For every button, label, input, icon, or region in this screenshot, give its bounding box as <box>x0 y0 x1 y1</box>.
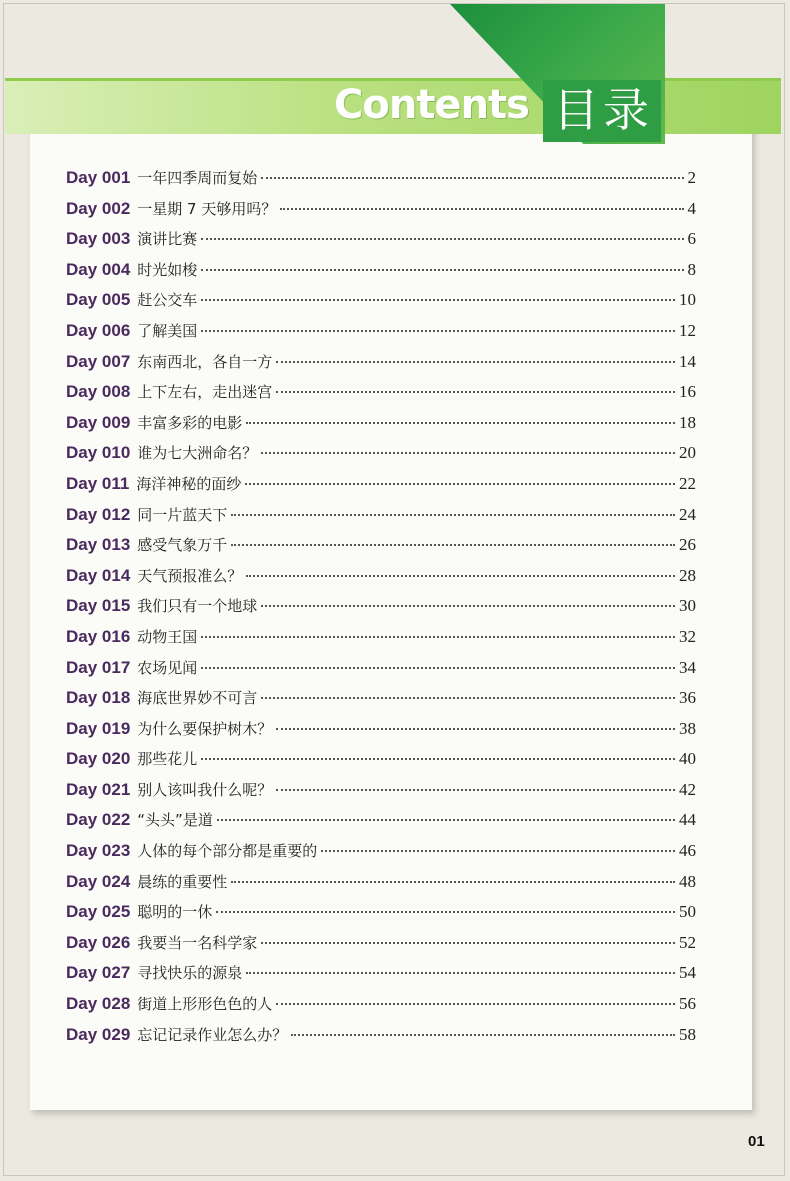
toc-day: Day 024 <box>66 871 131 891</box>
dot-leader <box>201 299 675 301</box>
toc-page-number: 52 <box>679 932 696 952</box>
toc-title: 聪明的一休 <box>137 903 213 922</box>
toc-day: Day 011 <box>66 473 130 493</box>
dot-leader <box>201 667 675 669</box>
dot-leader <box>201 269 683 271</box>
toc-day: Day 013 <box>66 535 131 555</box>
toc-day: Day 004 <box>66 259 131 279</box>
toc-title: 谁为七大洲命名？ <box>137 444 258 463</box>
toc-entry[interactable] <box>66 897 696 928</box>
toc-day: Day 022 <box>66 810 131 830</box>
dot-leader <box>261 177 683 179</box>
dot-leader <box>246 972 675 974</box>
header-title-en: Contents <box>334 82 529 128</box>
toc-page-number: 50 <box>679 902 696 922</box>
dot-leader <box>231 881 675 883</box>
toc-page-number: 18 <box>679 412 696 432</box>
toc-entry[interactable] <box>66 867 696 898</box>
toc-title: 演讲比赛 <box>137 230 198 249</box>
toc-page-number: 34 <box>679 657 696 677</box>
toc-title: 农场见闻 <box>137 658 198 677</box>
toc-title: 那些花儿 <box>137 750 198 769</box>
toc-page-number: 30 <box>679 596 696 616</box>
toc-page-number: 24 <box>679 504 696 524</box>
toc-day: Day 027 <box>66 963 131 983</box>
toc-title: 寻找快乐的源泉 <box>137 964 243 983</box>
dot-leader <box>321 850 675 852</box>
dot-leader <box>201 238 683 240</box>
toc-day: Day 023 <box>66 841 131 861</box>
table-of-contents <box>66 163 696 1050</box>
toc-title: 我要当一名科学家 <box>137 933 258 952</box>
toc-page-number: 14 <box>679 351 696 371</box>
dot-leader <box>246 422 675 424</box>
dot-leader <box>216 911 675 913</box>
toc-entry[interactable] <box>66 561 696 592</box>
toc-entry[interactable] <box>66 989 696 1020</box>
toc-title: 了解美国 <box>137 321 198 340</box>
toc-entry[interactable] <box>66 805 696 836</box>
toc-page-number: 28 <box>679 565 696 585</box>
toc-entry[interactable] <box>66 836 696 867</box>
toc-entry[interactable] <box>66 1020 696 1051</box>
toc-entry[interactable] <box>66 469 696 500</box>
toc-page-number: 12 <box>679 320 696 340</box>
toc-day: Day 021 <box>66 779 131 799</box>
toc-entry[interactable] <box>66 500 696 531</box>
dot-leader <box>246 575 675 577</box>
toc-entry[interactable] <box>66 377 696 408</box>
dot-leader <box>291 1034 675 1036</box>
toc-day: Day 010 <box>66 443 131 463</box>
toc-title: 感受气象万千 <box>137 536 228 555</box>
dot-leader <box>231 514 675 516</box>
toc-page-number: 36 <box>679 688 696 708</box>
dot-leader <box>261 697 675 699</box>
toc-title: 街道上形形色色的人 <box>137 995 273 1014</box>
toc-page-number: 44 <box>679 810 696 830</box>
toc-day: Day 029 <box>66 1024 131 1044</box>
toc-day: Day 005 <box>66 290 131 310</box>
dot-leader <box>261 452 675 454</box>
toc-entry[interactable] <box>66 194 696 225</box>
toc-day: Day 028 <box>66 994 131 1014</box>
toc-page-number: 58 <box>679 1024 696 1044</box>
toc-day: Day 026 <box>66 932 131 952</box>
dot-leader <box>261 605 675 607</box>
toc-page-number: 38 <box>679 718 696 738</box>
toc-page-number: 54 <box>679 963 696 983</box>
toc-entry[interactable] <box>66 744 696 775</box>
toc-day: Day 016 <box>66 626 131 646</box>
dot-leader <box>231 544 675 546</box>
toc-day: Day 017 <box>66 657 131 677</box>
toc-entry[interactable] <box>66 530 696 561</box>
dot-leader <box>201 758 675 760</box>
toc-title: “头头”是道 <box>137 811 213 830</box>
toc-page-number: 26 <box>679 535 696 555</box>
toc-entry[interactable] <box>66 591 696 622</box>
toc-title: 海洋神秘的面纱 <box>136 474 242 493</box>
toc-title: 一星期 7 天够用吗？ <box>137 199 277 218</box>
toc-day: Day 008 <box>66 382 131 402</box>
toc-page-number: 46 <box>679 841 696 861</box>
toc-page-number: 6 <box>687 229 696 249</box>
toc-title: 忘记记录作业怎么办？ <box>137 1025 288 1044</box>
dot-leader <box>261 942 675 944</box>
toc-page-number: 56 <box>679 994 696 1014</box>
toc-title: 动物王国 <box>137 627 198 646</box>
toc-title: 东南西北，各自一方 <box>137 352 273 371</box>
toc-day: Day 015 <box>66 596 131 616</box>
toc-entry[interactable] <box>66 958 696 989</box>
toc-page-number: 2 <box>687 168 696 187</box>
toc-day: Day 019 <box>66 718 131 738</box>
toc-title: 人体的每个部分都是重要的 <box>137 842 318 861</box>
toc-title: 赶公交车 <box>137 291 198 310</box>
toc-title: 丰富多彩的电影 <box>137 413 243 432</box>
dot-leader <box>217 819 675 821</box>
toc-entry[interactable] <box>66 622 696 653</box>
toc-page-number: 40 <box>679 749 696 769</box>
toc-day: Day 003 <box>66 229 131 249</box>
toc-entry[interactable] <box>66 928 696 959</box>
toc-entry[interactable] <box>66 224 696 255</box>
toc-page-number: 42 <box>679 779 696 799</box>
toc-day: Day 014 <box>66 565 131 585</box>
toc-entry[interactable] <box>66 438 696 469</box>
toc-day: Day 020 <box>66 749 131 769</box>
toc-page-number: 10 <box>679 290 696 310</box>
toc-title: 我们只有一个地球 <box>137 597 258 616</box>
toc-day: Day 007 <box>66 351 131 371</box>
toc-title: 同一片蓝天下 <box>137 505 228 524</box>
dot-leader <box>276 1003 675 1005</box>
toc-day: Day 018 <box>66 688 131 708</box>
dot-leader <box>276 391 675 393</box>
toc-entry[interactable] <box>66 408 696 439</box>
toc-entry[interactable] <box>66 653 696 684</box>
toc-page-number: 4 <box>687 198 696 218</box>
toc-day: Day 012 <box>66 504 131 524</box>
dot-leader <box>201 636 675 638</box>
toc-page-number: 32 <box>679 626 696 646</box>
toc-title: 别人该叫我什么呢？ <box>137 780 273 799</box>
toc-day: Day 006 <box>66 320 131 340</box>
dot-leader <box>276 361 675 363</box>
toc-day: Day 009 <box>66 412 131 432</box>
toc-title: 海底世界妙不可言 <box>137 689 258 708</box>
header-title-zh: 目录 <box>553 83 653 137</box>
toc-entry[interactable] <box>66 714 696 745</box>
toc-page-number: 8 <box>687 259 696 279</box>
toc-title: 时光如梭 <box>137 260 198 279</box>
dot-leader <box>276 728 675 730</box>
toc-entry[interactable] <box>66 255 696 286</box>
toc-entry[interactable] <box>66 683 696 714</box>
toc-entry[interactable] <box>66 285 696 316</box>
page-number: 01 <box>748 1133 765 1150</box>
toc-day: Day 002 <box>66 198 131 218</box>
toc-title: 天气预报准么？ <box>137 566 243 585</box>
toc-title: 一年四季周而复始 <box>137 169 258 187</box>
toc-page-number: 22 <box>679 473 696 493</box>
toc-entry[interactable] <box>66 316 696 347</box>
toc-day: Day 025 <box>66 902 131 922</box>
toc-title: 上下左右，走出迷宫 <box>137 383 273 402</box>
toc-entry[interactable] <box>66 347 696 378</box>
toc-page-number: 20 <box>679 443 696 463</box>
toc-title: 晨练的重要性 <box>137 872 228 891</box>
toc-title: 为什么要保护树木？ <box>137 719 273 738</box>
dot-leader <box>276 789 675 791</box>
toc-page-number: 16 <box>679 382 696 402</box>
dot-leader <box>245 483 675 485</box>
toc-entry[interactable] <box>66 163 696 194</box>
toc-page-number: 48 <box>679 871 696 891</box>
dot-leader <box>280 208 683 210</box>
toc-day: Day 001 <box>66 168 131 187</box>
dot-leader <box>201 330 675 332</box>
toc-entry[interactable] <box>66 775 696 806</box>
